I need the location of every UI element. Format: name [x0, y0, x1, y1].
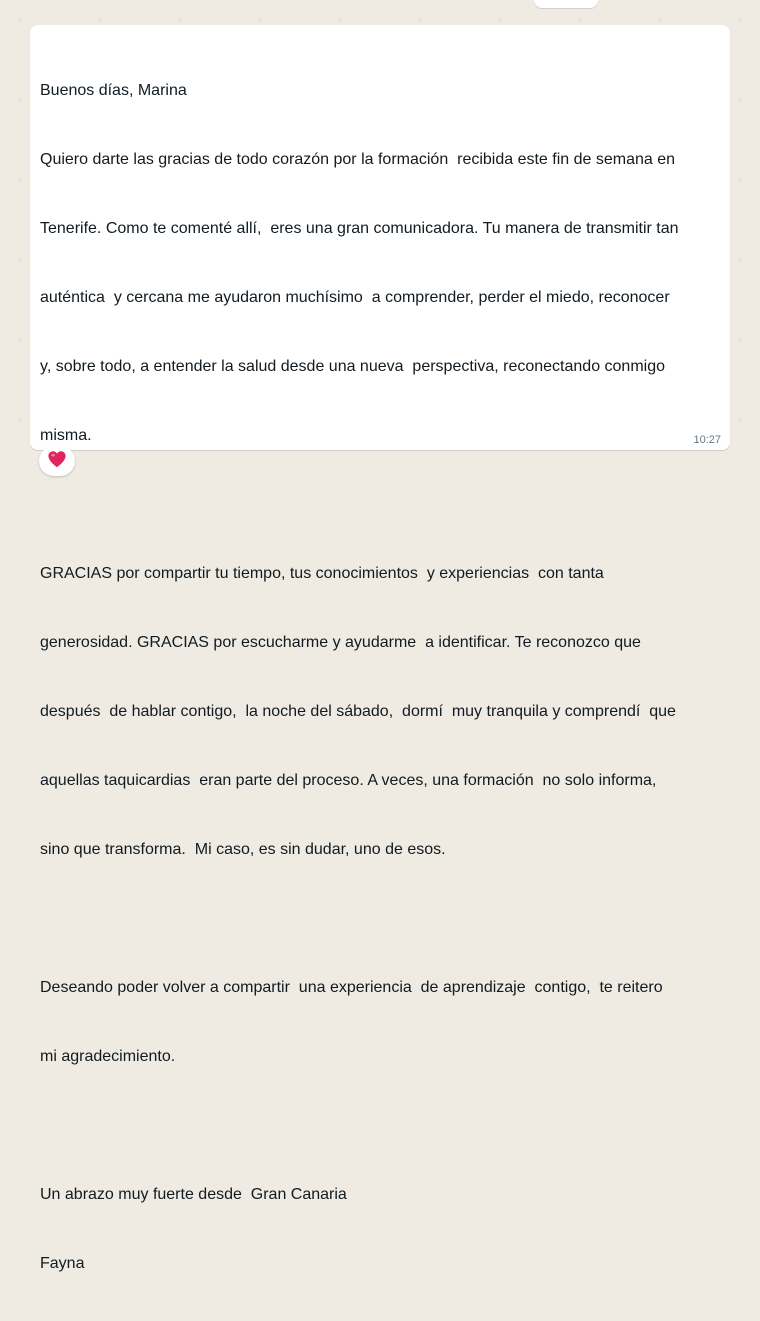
message-line: auténtica y cercana me ayudaron muchísimo a comprender, perder el miedo, reconocer — [40, 289, 670, 306]
message-line: generosidad. GRACIAS por escucharme y ayudarme a identificar. Te reconozco que — [40, 634, 641, 651]
message-line: después de hablar contigo, la noche del sábado, dormí muy tranquila y comprendí que — [40, 703, 676, 720]
message-line: aquellas taquicardias eran parte del proceso. A veces, una formación no solo informa, — [40, 772, 657, 789]
message-line: mi agradecimiento. — [40, 1048, 176, 1065]
message-line — [40, 493, 724, 516]
message-line: y, sobre todo, a entender la salud desde una nueva perspectiva, reconectando conmigo — [40, 358, 666, 375]
message-line: Buenos días, Marina — [40, 82, 187, 99]
message-line: misma. — [40, 427, 92, 444]
message-line: Un abrazo muy fuerte desde Gran Canaria — [40, 1186, 347, 1203]
message-bubble[interactable] — [30, 25, 730, 1272]
message-text — [40, 33, 724, 1321]
message-line: sino que transforma. Mi caso, es sin dudar, uno de esos. — [40, 841, 446, 858]
message-line: Deseando poder volver a compartir una experiencia de aprendizaje contigo, te reitero — [40, 979, 663, 996]
message-line: Quiero darte las gracias de todo corazón por la formación recibida este fin de semana en — [40, 151, 676, 168]
message-line: Tenerife. Como te comenté allí, eres una gran comunicadora. Tu manera de transmitir tan — [40, 220, 679, 237]
reaction-badge[interactable] — [39, 446, 75, 476]
red-heart-icon — [47, 450, 67, 473]
message-line — [40, 1114, 724, 1137]
message-line: GRACIAS por compartir tu tiempo, tus conocimientos y experiencias con tanta — [40, 565, 604, 582]
message-line — [40, 907, 724, 930]
previous-message-bubble[interactable] — [534, 0, 598, 8]
message-timestamp: 10:27 — [693, 434, 721, 446]
message-line: Fayna — [40, 1255, 85, 1272]
